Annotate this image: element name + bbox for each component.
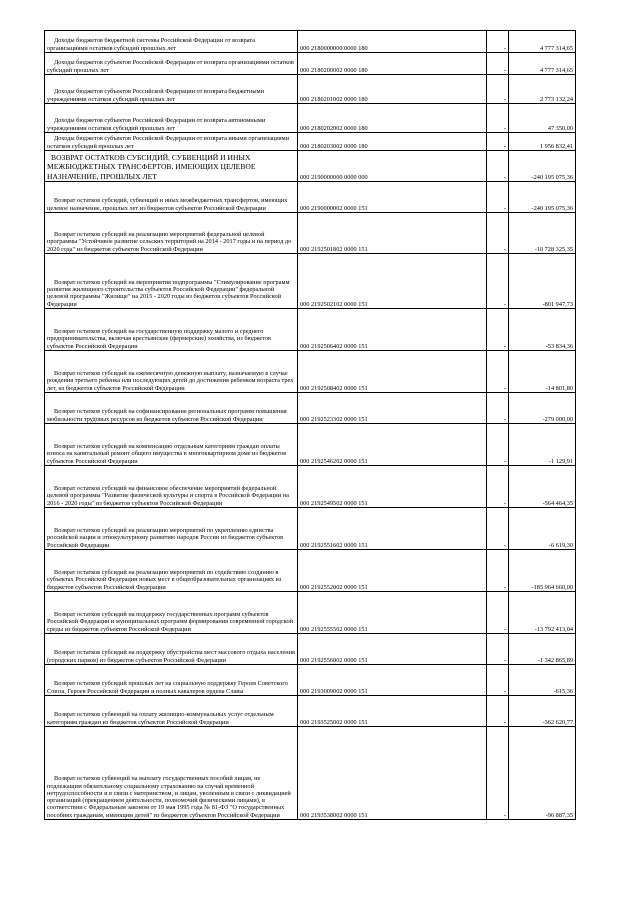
row-dash-cell: - (487, 351, 509, 393)
table-row (45, 550, 576, 592)
row-amount-cell: -240 195 075,36 (509, 182, 576, 213)
row-amount-cell: -13 792 413,04 (509, 592, 576, 634)
table-row (45, 31, 576, 53)
table-row (45, 104, 576, 133)
row-dash-cell: - (487, 31, 509, 53)
row-dash-cell: - (487, 182, 509, 213)
row-code-cell: 000 2190000002 0000 151 (298, 182, 487, 213)
row-amount-cell: -362 620,77 (509, 696, 576, 727)
table-row (45, 665, 576, 696)
row-dash-cell: - (487, 104, 509, 133)
row-dash-cell: - (487, 550, 509, 592)
row-dash-cell: - (487, 309, 509, 351)
row-amount-cell: -1 342 865,89 (509, 634, 576, 665)
row-dash-cell: - (487, 393, 509, 424)
row-dash-cell: - (487, 634, 509, 665)
row-name-cell: Возврат остатков субсидий на реализацию мероприятий по содействию созданию в субъектах Российской Федерации новых мест в общеобразовательных организациях из бюджетов субъектов Российской Федерации (45, 550, 298, 592)
table-row (45, 133, 576, 151)
row-amount-cell: -279 000,00 (509, 393, 576, 424)
row-amount-cell: -615,36 (509, 665, 576, 696)
row-dash-cell: - (487, 466, 509, 508)
row-amount-cell: -96 887,35 (509, 727, 576, 820)
row-dash-cell: - (487, 592, 509, 634)
row-amount-cell: -240 195 075,36 (509, 151, 576, 182)
row-dash-cell: - (487, 151, 509, 182)
row-code-cell: 000 2192551602 0000 151 (298, 508, 487, 550)
row-name-cell: Возврат остатков субсидий на компенсацию отдельным категориям граждан оплаты взноса на капитальный ремонт общего имущества в многоквартирном доме из бюджетов субъектов Российской Федерации (45, 424, 298, 466)
table-row (45, 309, 576, 351)
row-code-cell: 000 2192506402 0000 151 (298, 309, 487, 351)
row-code-cell: 000 2192501802 0000 151 (298, 213, 487, 254)
row-code-cell: 000 2192556002 0000 151 (298, 634, 487, 665)
row-dash-cell: - (487, 424, 509, 466)
row-code-cell: 000 2192523302 0000 151 (298, 393, 487, 424)
row-amount-cell: -6 619,30 (509, 508, 576, 550)
row-name-cell: Возврат остатков субсидий на реализацию мероприятий по укреплению единства российской нации и этнокультурному развитию народов России из бюджетов субъектов Российской Федерации (45, 508, 298, 550)
row-name-cell: Возврат остатков субсидий на ежемесячную денежную выплату, назначаемую в случае рождения третьего ребенка или последующих детей до достижения ребенком возраста трех лет, из бюджетов субъектов Российской Федерации (45, 351, 298, 393)
row-amount-cell: -564 464,35 (509, 466, 576, 508)
row-dash-cell: - (487, 508, 509, 550)
row-amount-cell: -10 728 325,35 (509, 213, 576, 254)
table-row (45, 634, 576, 665)
row-amount-cell: -14 801,80 (509, 351, 576, 393)
row-name-cell: Возврат остатков субвенций на оплату жилищно-коммунальных услуг отдельным категориям граждан из бюджетов субъектов Российской Федерации (45, 696, 298, 727)
row-code-cell: 000 2180200002 0000 180 (298, 53, 487, 75)
table-row (45, 727, 576, 820)
row-dash-cell: - (487, 133, 509, 151)
row-code-cell: 000 2192549502 0000 151 (298, 466, 487, 508)
row-dash-cell: - (487, 53, 509, 75)
row-amount-cell: -801 947,73 (509, 254, 576, 309)
row-code-cell: 000 2192502102 0000 151 (298, 254, 487, 309)
row-code-cell: 000 2192508402 0000 151 (298, 351, 487, 393)
row-amount-cell: 1 956 832,41 (509, 133, 576, 151)
table-row (45, 254, 576, 309)
row-name-cell: Возврат остатков субвенций на выплату государственных пособий лицам, не подлежащим обязательному социальному страхованию на случай временной нетрудоспособности и в связи с материнством, и лицам, уволенным в связи с ликвидацией организаций (прекращением деятельности, полномочий физическими лицами), в соответствии с Федеральным законом от 19 мая 1995 года № 81-ФЗ "О государственных пособиях гражданам, имеющим детей" из бюджетов субъектов Российской Федерации (45, 727, 298, 820)
row-code-cell: 000 2180201002 0000 180 (298, 75, 487, 104)
row-name-cell: Возврат остатков субсидий на финансовое обеспечение мероприятий федеральной целевой программы "Развитие физической культуры и спорта в Российской Федерации на 2016 - 2020 годы" из бюджетов субъектов Российской Федерации (45, 466, 298, 508)
row-amount-cell: -185 964 660,00 (509, 550, 576, 592)
table-row (45, 151, 576, 182)
row-name-cell: Возврат остатков субсидий на софинансирование региональных программ повышения мобильности трудовых ресурсов из бюджетов субъектов Российской Федерации (45, 393, 298, 424)
table-row (45, 213, 576, 254)
row-code-cell: 000 2193009002 0000 151 (298, 665, 487, 696)
row-code-cell: 000 2180203002 0000 180 (298, 133, 487, 151)
table-row (45, 508, 576, 550)
row-amount-cell: 47 350,00 (509, 104, 576, 133)
row-name-cell: Возврат остатков субсидий на реализацию мероприятий федеральной целевой программы "Устойчивое развитие сельских территорий на 2014 - 2017 годы и на период до 2020 года" из бюджетов субъектов Российской Федерации (45, 213, 298, 254)
row-name-cell: Возврат остатков субсидий прошлых лет на социальную поддержку Героев Советского Союза, Героев Российской Федерации и полных кавалеров ордена Славы (45, 665, 298, 696)
row-name-cell: Возврат остатков субсидий, субвенций и иных межбюджетных трансфертов, имеющих целевое назначение, прошлых лет из бюджетов субъектов Российской Федерации (45, 182, 298, 213)
row-dash-cell: - (487, 727, 509, 820)
table-row (45, 75, 576, 104)
row-name-cell: ВОЗВРАТ ОСТАТКОВ СУБСИДИЙ, СУБВЕНЦИЙ И ИНЫХ МЕЖБЮДЖЕТНЫХ ТРАНСФЕРТОВ, ИМЕЮЩИХ ЦЕЛЕВОЕ НАЗНАЧЕНИЕ, ПРОШЛЫХ ЛЕТ (45, 151, 298, 182)
row-name-cell: Возврат остатков субсидий на мероприятия подпрограммы "Стимулирование программ развития жилищного строительства субъектов Российской Федерации" федеральной целевой программы "Жилище" на 2015 - 2020 годы из бюджетов субъектов Российской Федерации (45, 254, 298, 309)
report-rows (45, 31, 576, 820)
row-name-cell: Доходы бюджетов субъектов Российской Федерации от возврата бюджетными учреждениями остатков субсидий прошлых лет (45, 75, 298, 104)
row-amount-cell: -1 129,91 (509, 424, 576, 466)
row-amount-cell: 4 777 314,65 (509, 31, 576, 53)
row-name-cell: Доходы бюджетов субъектов Российской Федерации от возврата автономными учреждениями остатков субсидий прошлых лет (45, 104, 298, 133)
row-dash-cell: - (487, 213, 509, 254)
row-code-cell: 000 2180000000 0000 180 (298, 31, 487, 53)
row-amount-cell: -53 834,36 (509, 309, 576, 351)
row-code-cell: 000 2190000000 0000 000 (298, 151, 487, 182)
table-row (45, 466, 576, 508)
row-dash-cell: - (487, 665, 509, 696)
row-code-cell: 000 2192552002 0000 151 (298, 550, 487, 592)
row-code-cell: 000 2192546202 0000 151 (298, 424, 487, 466)
row-name-cell: Возврат остатков субсидий на государственную поддержку малого и среднего предпринимательства, включая крестьянские (фермерские) хозяйства, из бюджетов субъектов Российской Федерации (45, 309, 298, 351)
table-row (45, 592, 576, 634)
row-name-cell: Возврат остатков субсидий на поддержку государственных программ субъектов Российской Федерации и муниципальных программ формирования современной городской среды из бюджетов субъектов Российской Федерации (45, 592, 298, 634)
row-dash-cell: - (487, 75, 509, 104)
row-name-cell: Возврат остатков субсидий на поддержку обустройства мест массового отдыха населения (городских парков) из бюджетов субъектов Российской Федерации (45, 634, 298, 665)
row-code-cell: 000 2193525002 0000 151 (298, 696, 487, 727)
table-row (45, 696, 576, 727)
row-code-cell: 000 2192555502 0000 151 (298, 592, 487, 634)
row-dash-cell: - (487, 254, 509, 309)
table-row (45, 351, 576, 393)
row-amount-cell: 2 773 132,24 (509, 75, 576, 104)
table-row (45, 53, 576, 75)
table-row (45, 424, 576, 466)
row-code-cell: 000 2180202002 0000 180 (298, 104, 487, 133)
row-code-cell: 000 2193538002 0000 151 (298, 727, 487, 820)
row-name-cell: Доходы бюджетов субъектов Российской Федерации от возврата иными организациями остатков субсидий прошлых лет (45, 133, 298, 151)
row-name-cell: Доходы бюджетов бюджетной системы Российской Федерации от возврата организациями остатков субсидий прошлых лет (45, 31, 298, 53)
row-amount-cell: 4 777 314,65 (509, 53, 576, 75)
table-row (45, 182, 576, 213)
table-row (45, 393, 576, 424)
row-name-cell: Доходы бюджетов субъектов Российской Федерации от возврата организациями остатков субсидий прошлых лет (45, 53, 298, 75)
row-dash-cell: - (487, 696, 509, 727)
budget-report-table (44, 30, 576, 820)
